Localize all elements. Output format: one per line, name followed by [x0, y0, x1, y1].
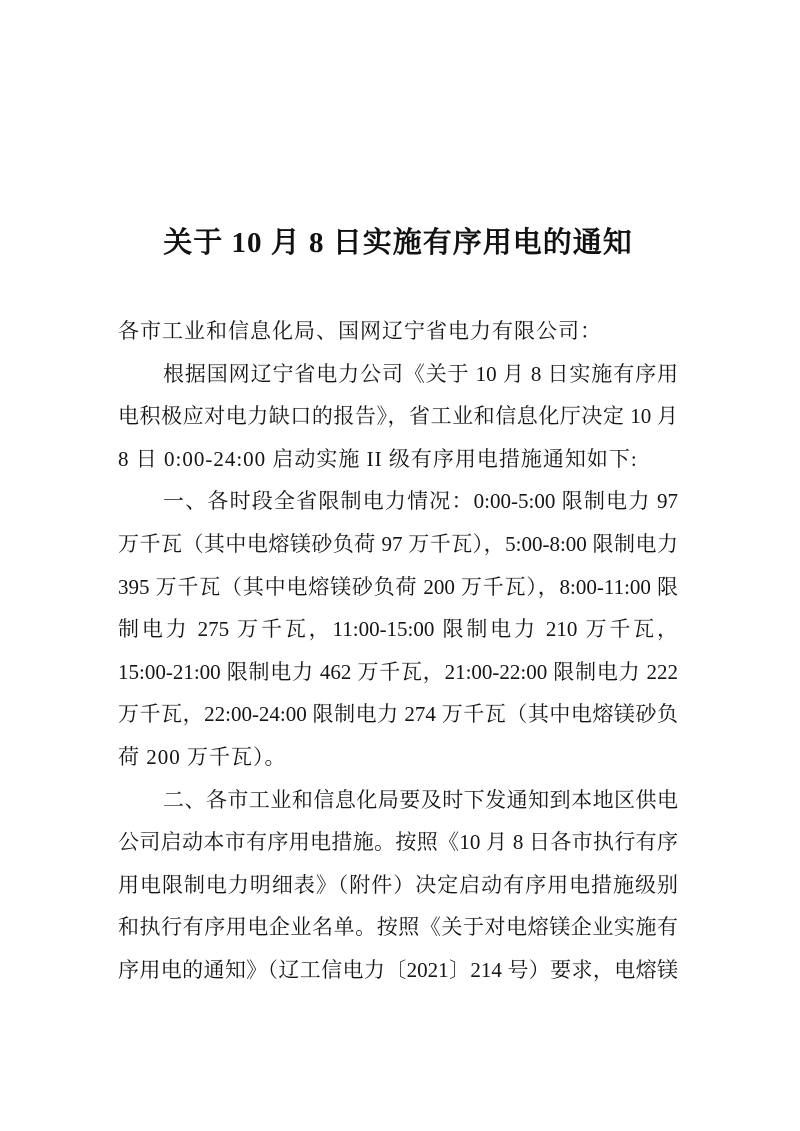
document-body	[118, 310, 678, 992]
text-line: 序用电的通知》（辽工信电力〔2021〕214 号）要求，电熔镁	[118, 957, 678, 982]
text-line: 根据国网辽宁省电力公司《关于 10 月 8 日实施有序用	[163, 361, 678, 386]
text-line: 荷 200 万千瓦）。	[118, 744, 287, 769]
text-line: 和执行有序用电企业名单。按照《关于对电熔镁企业实施有	[118, 915, 678, 940]
text-line: 万千瓦，22:00-24:00 限制电力 274 万千瓦（其中电熔镁砂负	[118, 702, 678, 727]
text-line: 制电力 275 万千瓦，11:00-15:00 限制电力 210 万千瓦，	[118, 617, 678, 642]
document-title: 关于 10 月 8 日实施有序用电的通知	[163, 227, 633, 259]
text-line: 公司启动本市有序用电措施。按照《10 月 8 日各市执行有序	[118, 830, 678, 855]
text-line: 万千瓦（其中电熔镁砂负荷 97 万千瓦），5:00-8:00 限制电力	[118, 531, 678, 556]
text-line: 一、各时段全省限制电力情况：0:00-5:00 限制电力 97	[163, 489, 678, 514]
text-line: 二、各市工业和信息化局要及时下发通知到本地区供电	[163, 787, 678, 812]
text-line: 8 日 0:00-24:00 启动实施 II 级有序用电措施通知如下:	[118, 446, 638, 471]
text-line: 395 万千瓦（其中电熔镁砂负荷 200 万千瓦），8:00-11:00 限	[118, 574, 678, 599]
text-line: 15:00-21:00 限制电力 462 万千瓦，21:00-22:00 限制电力 222	[118, 659, 678, 684]
document-content	[118, 222, 678, 992]
text-line: 用电限制电力明细表》（附件）决定启动有序用电措施级别	[118, 872, 678, 897]
text-line: 各市工业和信息化局、国网辽宁省电力有限公司：	[118, 319, 602, 343]
text-line: 电积极应对电力缺口的报告》，省工业和信息化厅决定 10 月	[118, 404, 678, 429]
